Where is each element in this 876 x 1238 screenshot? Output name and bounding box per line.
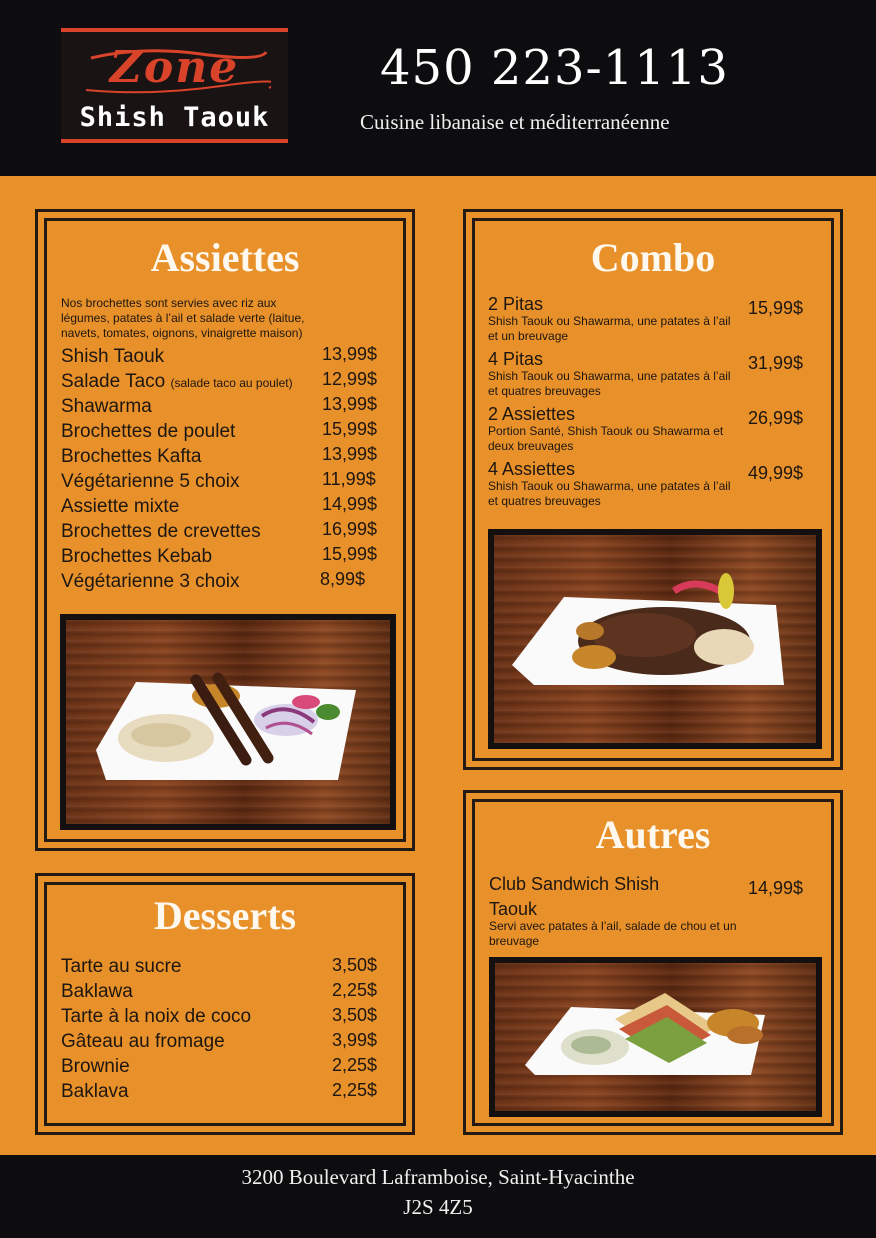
assiettes-item-name: Assiette mixte — [61, 496, 180, 517]
desserts-item-name: Baklawa — [61, 981, 133, 1002]
desserts-item-price: 3,99$ — [332, 1030, 378, 1050]
desserts-item-name: Tarte à la noix de coco — [61, 1006, 252, 1027]
shawarma-plate-illustration — [494, 535, 816, 743]
desserts-item-price: 2,25$ — [332, 1055, 378, 1075]
club-sandwich-plate-illustration — [495, 963, 816, 1111]
footer-postal-code: J2S 4Z5 — [403, 1195, 473, 1219]
autres-title: Autres — [595, 812, 711, 857]
assiettes-intro: Nos brochettes sont servies avec riz aux légumes, patates à l’ail et salade verte (laitue, navets, tomates, oignons, vinaigrette maison) — [61, 296, 305, 340]
desserts-item-price: 3,50$ — [332, 955, 378, 975]
desserts-item-price: 3,50$ — [332, 1005, 378, 1025]
assiettes-item-price: 12,99$ — [322, 369, 378, 389]
assiettes-item-price: 16,99$ — [322, 519, 378, 539]
assiettes-item-name: Brochettes de poulet — [61, 421, 236, 442]
combo-item-price: 15,99$ — [748, 298, 804, 318]
assiettes-item-name: Végétarienne 3 choix — [61, 571, 240, 592]
assiettes-item-price: 13,99$ — [322, 394, 378, 414]
combo-item-desc: Shish Taouk ou Shawarma, une patates à l’ail et un breuvage — [488, 314, 731, 343]
combo-panel — [463, 209, 843, 770]
assiettes-item-note: (salade taco au poulet) — [170, 376, 293, 390]
combo-title: Combo — [590, 235, 716, 280]
tagline: Cuisine libanaise et méditerranéenne — [360, 110, 670, 134]
combo-item-price: 26,99$ — [748, 408, 804, 428]
desserts-title: Desserts — [153, 893, 297, 938]
combo-item-price: 49,99$ — [748, 463, 804, 483]
combo-photo — [488, 529, 822, 749]
assiettes-item-price: 15,99$ — [322, 419, 378, 439]
autres-panel — [463, 790, 843, 1135]
logo — [61, 28, 288, 143]
autres-item-name-line2: Taouk — [489, 899, 538, 919]
autres-photo — [489, 957, 822, 1117]
desserts-panel — [35, 873, 415, 1135]
footer-address: 3200 Boulevard Laframboise, Saint-Hyacinthe — [241, 1165, 635, 1189]
assiettes-panel — [35, 209, 415, 851]
assiettes-item-price: 8,99$ — [320, 569, 366, 589]
desserts-item-price: 2,25$ — [332, 1080, 378, 1100]
desserts-item-name: Tarte au sucre — [61, 956, 182, 977]
assiettes-item-price: 14,99$ — [322, 494, 378, 514]
autres-item-name: Club Sandwich Shish — [489, 874, 660, 894]
assiettes-item-name: Shish Taouk — [61, 346, 165, 367]
footer — [0, 1155, 876, 1238]
combo-item-name: 4 Pitas — [488, 349, 544, 369]
combo-item-name: 2 Pitas — [488, 294, 544, 314]
assiettes-item-name: Shawarma — [61, 396, 152, 417]
assiettes-item-name: Salade Taco (salade taco au poulet) — [61, 371, 293, 392]
assiettes-item-name: Brochettes de crevettes — [61, 521, 261, 542]
combo-item-name: 4 Assiettes — [488, 459, 576, 479]
logo-zone-text: Zone — [109, 42, 240, 93]
combo-item-desc: Portion Santé, Shish Taouk ou Shawarma et deux breuvages — [488, 424, 724, 453]
desserts-item-name: Gâteau au fromage — [61, 1031, 225, 1052]
assiettes-item-price: 13,99$ — [322, 344, 378, 364]
desserts-item-name: Brownie — [61, 1056, 130, 1077]
logo-shish-taouk-text: Shish Taouk — [79, 102, 270, 133]
assiettes-item-price: 13,99$ — [322, 444, 378, 464]
phone-number: 450 223-1113 — [380, 40, 729, 96]
autres-item-price: 14,99$ — [748, 878, 804, 898]
assiettes-item-name: Brochettes Kebab — [61, 546, 213, 567]
combo-item-price: 31,99$ — [748, 353, 804, 373]
combo-item-desc: Shish Taouk ou Shawarma, une patates à l’ail et quatres breuvages — [488, 369, 731, 398]
assiettes-title: Assiettes — [150, 235, 300, 280]
assiettes-photo — [60, 614, 396, 830]
combo-item-name: 2 Assiettes — [488, 404, 576, 424]
assiettes-item-price: 11,99$ — [322, 469, 376, 489]
assiettes-item-price: 15,99$ — [322, 544, 378, 564]
assiettes-item-name: Brochettes Kafta — [61, 446, 202, 467]
combo-item-desc: Shish Taouk ou Shawarma, une patates à l’ail et quatres breuvages — [488, 479, 731, 508]
desserts-item-price: 2,25$ — [332, 980, 378, 1000]
header — [0, 0, 876, 176]
autres-item-desc: Servi avec patates à l’ail, salade de chou et un breuvage — [489, 919, 737, 948]
desserts-item-name: Baklava — [61, 1081, 129, 1102]
brochettes-plate-illustration — [66, 620, 390, 824]
assiettes-item-name: Végétarienne 5 choix — [61, 471, 240, 492]
